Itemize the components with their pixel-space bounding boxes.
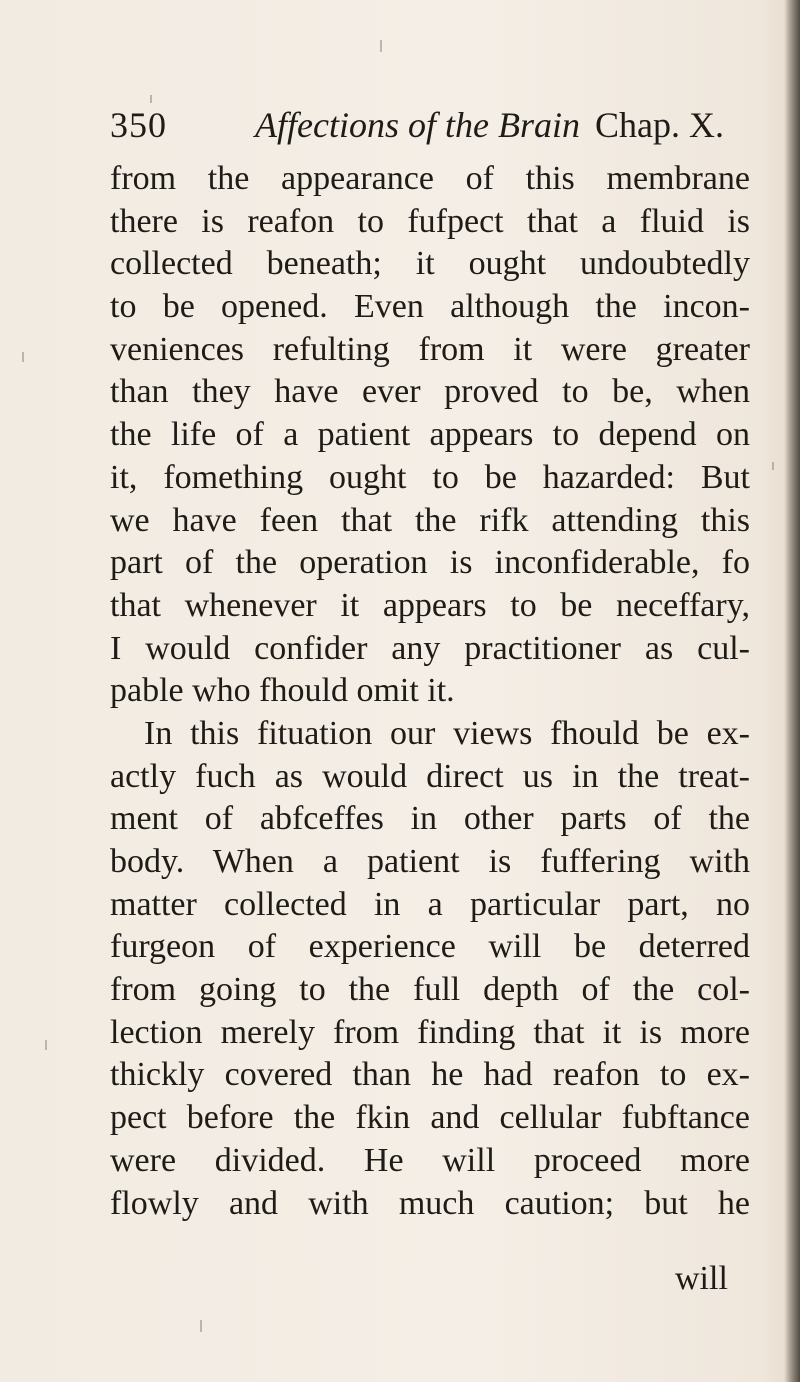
chapter-label: Chap. X. bbox=[595, 105, 724, 145]
text-line: from the appearance of this membrane bbox=[110, 160, 750, 197]
text-line: ment of abfceffes in other parts of the bbox=[110, 800, 750, 838]
text-line: actly fuch as would direct us in the treat- bbox=[110, 757, 750, 795]
text-line: matter collected in a particular part, no bbox=[110, 885, 750, 923]
text-line: part of the operation is inconfiderable, fo bbox=[110, 544, 750, 582]
text-line: that whenever it appears to be neceffary, bbox=[110, 586, 750, 624]
text-line: thickly covered than he had reafon to ex- bbox=[110, 1056, 750, 1094]
text-line: flowly and with much caution; but he bbox=[110, 1184, 750, 1222]
text-line: pect before the fkin and cellular fubftance bbox=[110, 1099, 750, 1137]
text-line: the life of a patient appears to depend on bbox=[110, 416, 750, 454]
text-line: from going to the full depth of the col- bbox=[110, 971, 750, 1009]
text-line: lection merely from finding that it is more bbox=[110, 1013, 750, 1051]
text-line: it, fomething ought to be hazarded: But bbox=[110, 458, 750, 496]
page-number: 350 bbox=[110, 105, 167, 145]
paragraph-start-line: In this fituation our views fhould be ex- bbox=[144, 714, 750, 752]
text-line: body. When a patient is fuffering with bbox=[110, 843, 750, 880]
text-line: I would confider any practitioner as cul- bbox=[110, 629, 750, 667]
text-line: than they have ever proved to be, when bbox=[110, 373, 750, 411]
catchword: will bbox=[675, 1260, 728, 1297]
text-line: to be opened. Even although the incon- bbox=[110, 288, 750, 326]
text-line: furgeon of experience will be deterred bbox=[110, 928, 750, 966]
running-title: Affections of the Brain bbox=[255, 105, 580, 145]
text-line: we have feen that the rifk attending this bbox=[110, 501, 750, 539]
text-line: were divided. He will proceed more bbox=[110, 1141, 750, 1179]
paragraph-end-line: pable who fhould omit it. bbox=[110, 672, 455, 710]
body-text bbox=[110, 158, 750, 1225]
page-edge-shadow bbox=[784, 0, 800, 1382]
text-line: veniences refulting from it were greater bbox=[110, 330, 750, 368]
text-line: there is reafon to fufpect that a fluid is bbox=[110, 202, 750, 240]
text-line: collected beneath; it ought undoubtedly bbox=[110, 245, 750, 283]
running-header bbox=[110, 100, 750, 160]
